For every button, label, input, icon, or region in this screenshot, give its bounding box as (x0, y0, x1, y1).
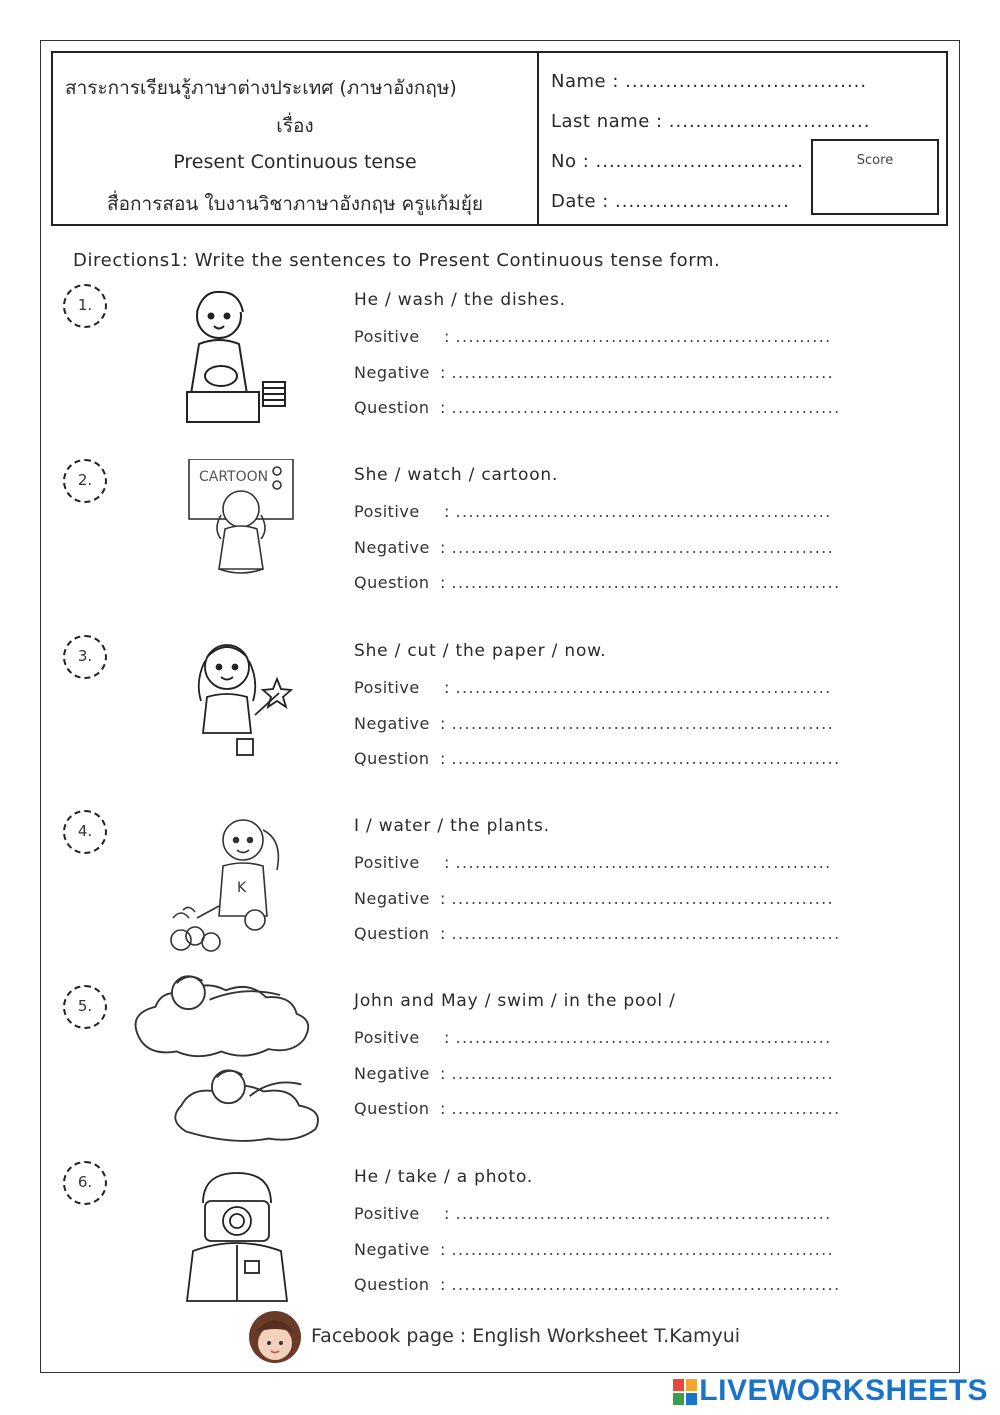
topic-title: Present Continuous tense (173, 151, 417, 173)
negative-label: Negative (354, 1240, 430, 1259)
directions: Directions1: Write the sentences to Present Continuous tense form. (73, 250, 721, 271)
item-prompt: He / wash / the dishes. (354, 290, 566, 310)
score-box[interactable] (811, 139, 939, 215)
liveworksheets-logo-icon (673, 1379, 697, 1405)
colon: : (440, 573, 446, 592)
name-field[interactable] (551, 71, 867, 92)
colon: : (444, 678, 450, 697)
item-number: 3. (63, 635, 107, 679)
negative-label: Negative (354, 363, 430, 382)
question-label: Question (354, 749, 430, 768)
question-answer-line[interactable] (354, 573, 841, 592)
colon: : (444, 327, 450, 346)
answer-dots: ............................................................ (451, 573, 841, 592)
media-line: สื่อการสอน ใบงานวิชาภาษาอังกฤษ ครูแก้มยุ้ย (106, 193, 484, 215)
negative-label: Negative (354, 714, 430, 733)
lastname-label: Last name : (551, 111, 663, 132)
negative-label: Negative (354, 889, 430, 908)
answer-dots: .......................................................... (455, 853, 832, 872)
name-label: Name : (551, 71, 619, 92)
kids-swimming-image (119, 955, 359, 1155)
item-prompt: John and May / swim / in the pool / (354, 991, 676, 1011)
colon: : (440, 538, 446, 557)
question-label: Question (354, 573, 430, 592)
positive-label: Positive (354, 853, 420, 872)
positive-answer-line[interactable] (354, 1204, 832, 1223)
negative-answer-line[interactable] (354, 1240, 834, 1259)
worksheet-header (51, 51, 948, 226)
answer-dots: ........................................................... (451, 714, 835, 733)
question-label: Question (354, 398, 430, 417)
colon: : (440, 749, 446, 768)
tv-text: CARTOON (199, 469, 269, 485)
answer-dots: ............................................................ (451, 1275, 841, 1294)
colon: : (440, 1240, 446, 1259)
positive-answer-line[interactable] (354, 678, 832, 697)
no-field[interactable] (551, 151, 804, 172)
item-prompt: She / cut / the paper / now. (354, 641, 607, 661)
item-number: 1. (63, 284, 107, 328)
question-answer-line[interactable] (354, 749, 841, 768)
negative-answer-line[interactable] (354, 714, 834, 733)
positive-answer-line[interactable] (354, 1028, 832, 1047)
exercise-item-3 (41, 635, 959, 805)
colon: : (444, 853, 450, 872)
colon: : (440, 924, 446, 943)
answer-dots: ............................................................ (451, 398, 841, 417)
answer-dots: ............................................................ (451, 1099, 841, 1118)
colon: : (444, 502, 450, 521)
answer-dots: .......................................................... (455, 1028, 832, 1047)
answer-dots: ........................................................... (451, 538, 835, 557)
score-label: Score (856, 153, 894, 168)
colon: : (444, 1028, 450, 1047)
item-number: 5. (63, 985, 107, 1029)
colon: : (440, 889, 446, 908)
question-label: Question (354, 1275, 430, 1294)
exercise-item-2 (41, 459, 959, 629)
student-fields (539, 53, 946, 224)
girl-watching-tv-image (159, 459, 349, 614)
boy-washing-dishes-image (159, 284, 349, 439)
negative-label: Negative (354, 1064, 430, 1083)
negative-label: Negative (354, 538, 430, 557)
girl-watering-plants-image (159, 810, 349, 965)
brand-name: LIVEWORKSHEETS (699, 1374, 988, 1407)
negative-answer-line[interactable] (354, 889, 834, 908)
date-label: Date : (551, 191, 609, 212)
answer-dots: ............................................................ (451, 749, 841, 768)
positive-label: Positive (354, 1028, 420, 1047)
shirt-letter: K (237, 880, 247, 896)
worksheet (40, 40, 960, 1373)
subject-line: สาระการเรียนรู้ภาษาต่างประเทศ (ภาษาอังกฤษ) (65, 77, 457, 99)
positive-label: Positive (354, 1204, 420, 1223)
colon: : (444, 1204, 450, 1223)
girl-cutting-paper-image (159, 635, 349, 790)
answer-dots: .......................................................... (455, 678, 832, 697)
no-dots: ............................... (595, 151, 804, 172)
answer-dots: .......................................................... (455, 327, 832, 346)
answer-dots: ........................................................... (451, 363, 835, 382)
question-label: Question (354, 1099, 430, 1118)
item-prompt: She / watch / cartoon. (354, 465, 559, 485)
answer-dots: .......................................................... (455, 502, 832, 521)
liveworksheets-brand (673, 1374, 988, 1410)
boy-taking-photo-image (159, 1161, 349, 1316)
name-dots: .................................... (625, 71, 868, 92)
question-label: Question (354, 924, 430, 943)
topic-label: เรื่อง (276, 115, 314, 137)
question-answer-line[interactable] (354, 1275, 841, 1294)
colon: : (440, 1064, 446, 1083)
answer-dots: ........................................................... (451, 889, 835, 908)
question-answer-line[interactable] (354, 398, 841, 417)
negative-answer-line[interactable] (354, 363, 834, 382)
question-answer-line[interactable] (354, 924, 841, 943)
positive-label: Positive (354, 502, 420, 521)
teacher-avatar-icon (239, 1303, 309, 1373)
answer-dots: .......................................................... (455, 1204, 832, 1223)
date-field[interactable] (551, 191, 790, 212)
positive-answer-line[interactable] (354, 502, 832, 521)
exercise-item-5 (41, 985, 959, 1155)
item-number: 2. (63, 459, 107, 503)
answer-dots: ............................................................ (451, 924, 841, 943)
answer-dots: ........................................................... (451, 1064, 835, 1083)
colon: : (440, 363, 446, 382)
positive-label: Positive (354, 327, 420, 346)
colon: : (440, 398, 446, 417)
facebook-page-text: Facebook page : English Worksheet T.Kamyui (311, 1325, 741, 1347)
header-info (53, 53, 539, 224)
answer-dots: ........................................................... (451, 1240, 835, 1259)
negative-answer-line[interactable] (354, 1064, 834, 1083)
lastname-dots: .............................. (668, 111, 871, 132)
negative-answer-line[interactable] (354, 538, 834, 557)
positive-answer-line[interactable] (354, 853, 832, 872)
date-dots: .......................... (615, 191, 790, 212)
no-label: No : (551, 151, 590, 172)
item-number: 6. (63, 1161, 107, 1205)
exercise-item-1 (41, 284, 959, 454)
footer (279, 1303, 779, 1373)
positive-answer-line[interactable] (354, 327, 832, 346)
positive-label: Positive (354, 678, 420, 697)
question-answer-line[interactable] (354, 1099, 841, 1118)
lastname-field[interactable] (551, 111, 870, 132)
item-number: 4. (63, 810, 107, 854)
colon: : (440, 1275, 446, 1294)
item-prompt: He / take / a photo. (354, 1167, 534, 1187)
item-prompt: I / water / the plants. (354, 816, 550, 836)
colon: : (440, 714, 446, 733)
colon: : (440, 1099, 446, 1118)
